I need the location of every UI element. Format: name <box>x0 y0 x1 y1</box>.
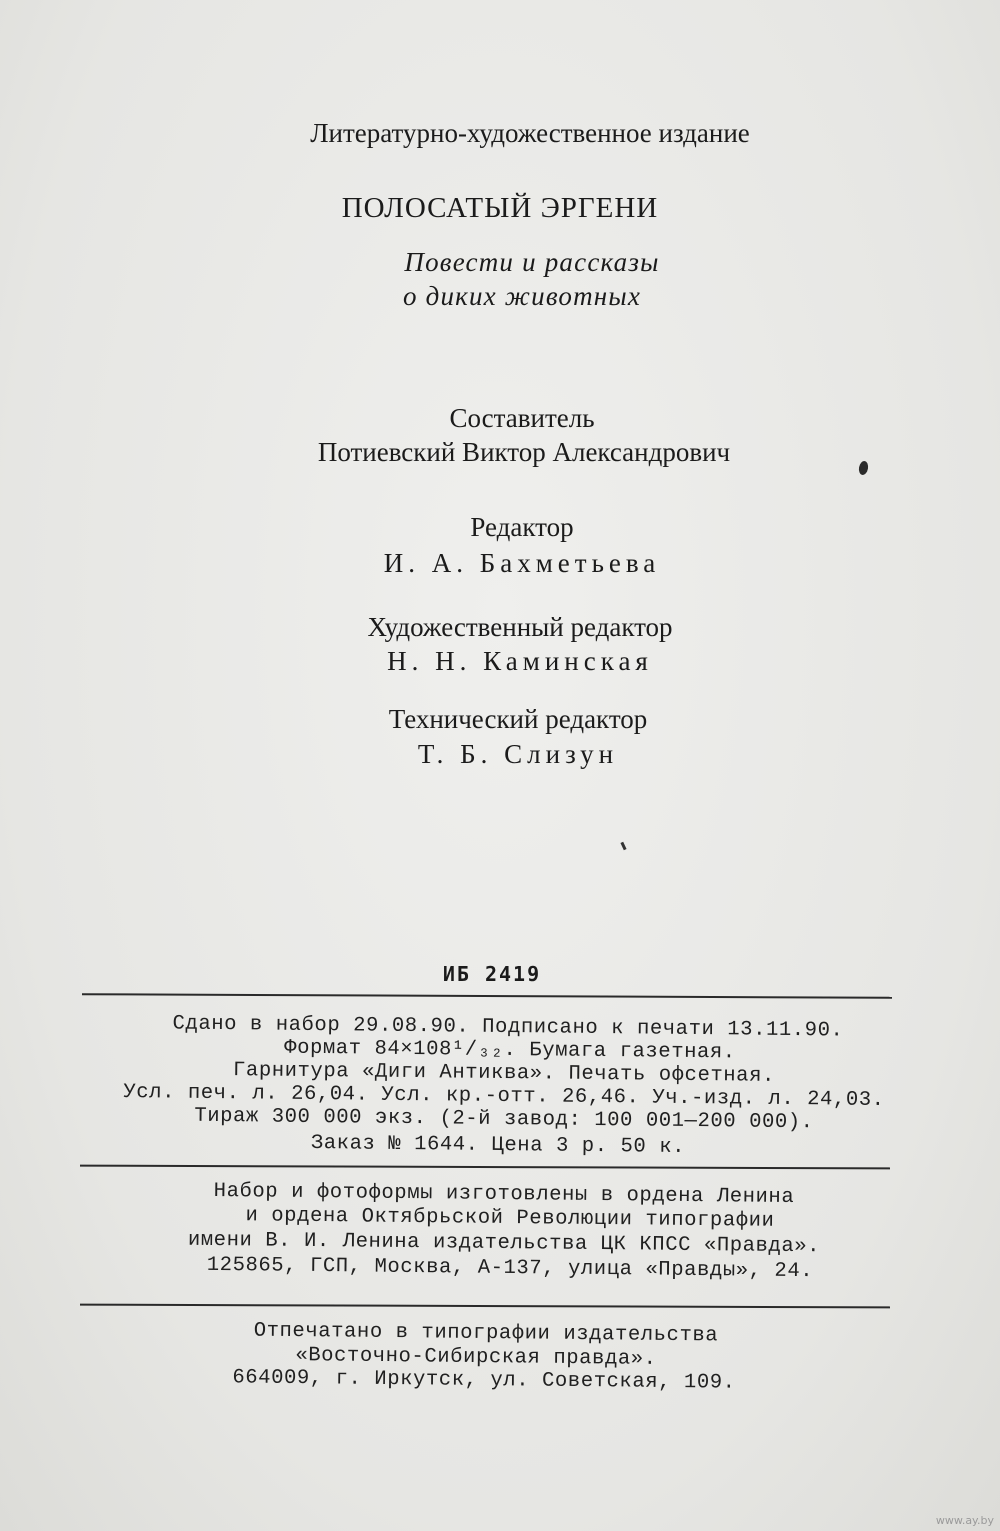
production-line: и ордена Октябрьской Революции типографии <box>245 1204 775 1233</box>
imprint-line: Тираж 300 000 экз. (2-й завод: 100 001—200 000). <box>194 1104 814 1135</box>
production-line: имени В. И. Ленина издательства ЦК КПСС «Правда». <box>187 1228 821 1259</box>
ib-number: ИБ 2419 <box>442 962 542 986</box>
divider-rule <box>82 993 892 999</box>
compiler-name: Потиевский Виктор Александрович <box>317 437 731 467</box>
book-title: ПОЛОСАТЫЙ ЭРГЕНИ <box>341 192 659 224</box>
printed-line: 664009, г. Иркутск, ул. Советская, 109. <box>232 1366 736 1395</box>
imprint-line: Формат 84×108¹/₃₂. Бумага газетная. <box>284 1036 736 1065</box>
production-line: 125865, ГСП, Москва, А-137, улица «Правды», 24. <box>206 1253 814 1284</box>
subtitle-line-1: Повести и рассказы <box>404 247 660 277</box>
subtitle-line-2: о диких животных <box>402 281 642 311</box>
watermark: www.ay.by <box>935 1514 994 1527</box>
ink-blot <box>858 460 869 475</box>
production-line: Набор и фотоформы изготовлены в ордена Ленина <box>213 1179 795 1210</box>
compiler-role: Составитель <box>449 403 595 433</box>
ink-speck <box>620 842 626 851</box>
imprint-line: Гарнитура «Диги Антиква». Печать офсетная. <box>232 1059 776 1088</box>
art-editor-role: Художественный редактор <box>367 612 673 642</box>
imprint-line: Заказ № 1644. Цена 3 р. 50 к. <box>310 1132 686 1159</box>
divider-rule <box>80 1304 890 1309</box>
divider-rule <box>80 1165 890 1170</box>
tech-editor-role: Технический редактор <box>388 704 648 734</box>
tech-editor-name: Т. Б. Слизун <box>417 739 619 769</box>
publication-type: Литературно-художественное издание <box>310 118 750 148</box>
printed-line: Отпечатано в типографии издательства <box>253 1319 719 1348</box>
imprint-line: Усл. печ. л. 26,04. Усл. кр.-отт. 26,46. Уч.-изд. л. 24,03. <box>123 1081 885 1112</box>
editor-role: Редактор <box>470 512 574 542</box>
art-editor-name: Н. Н. Каминская <box>387 646 653 676</box>
imprint-line: Сдано в набор 29.08.90. Подписано к печати 13.11.90. <box>172 1012 844 1043</box>
printed-line: «Восточно-Сибирская правда». <box>295 1344 657 1371</box>
editor-name: И. А. Бахметьева <box>383 548 661 578</box>
